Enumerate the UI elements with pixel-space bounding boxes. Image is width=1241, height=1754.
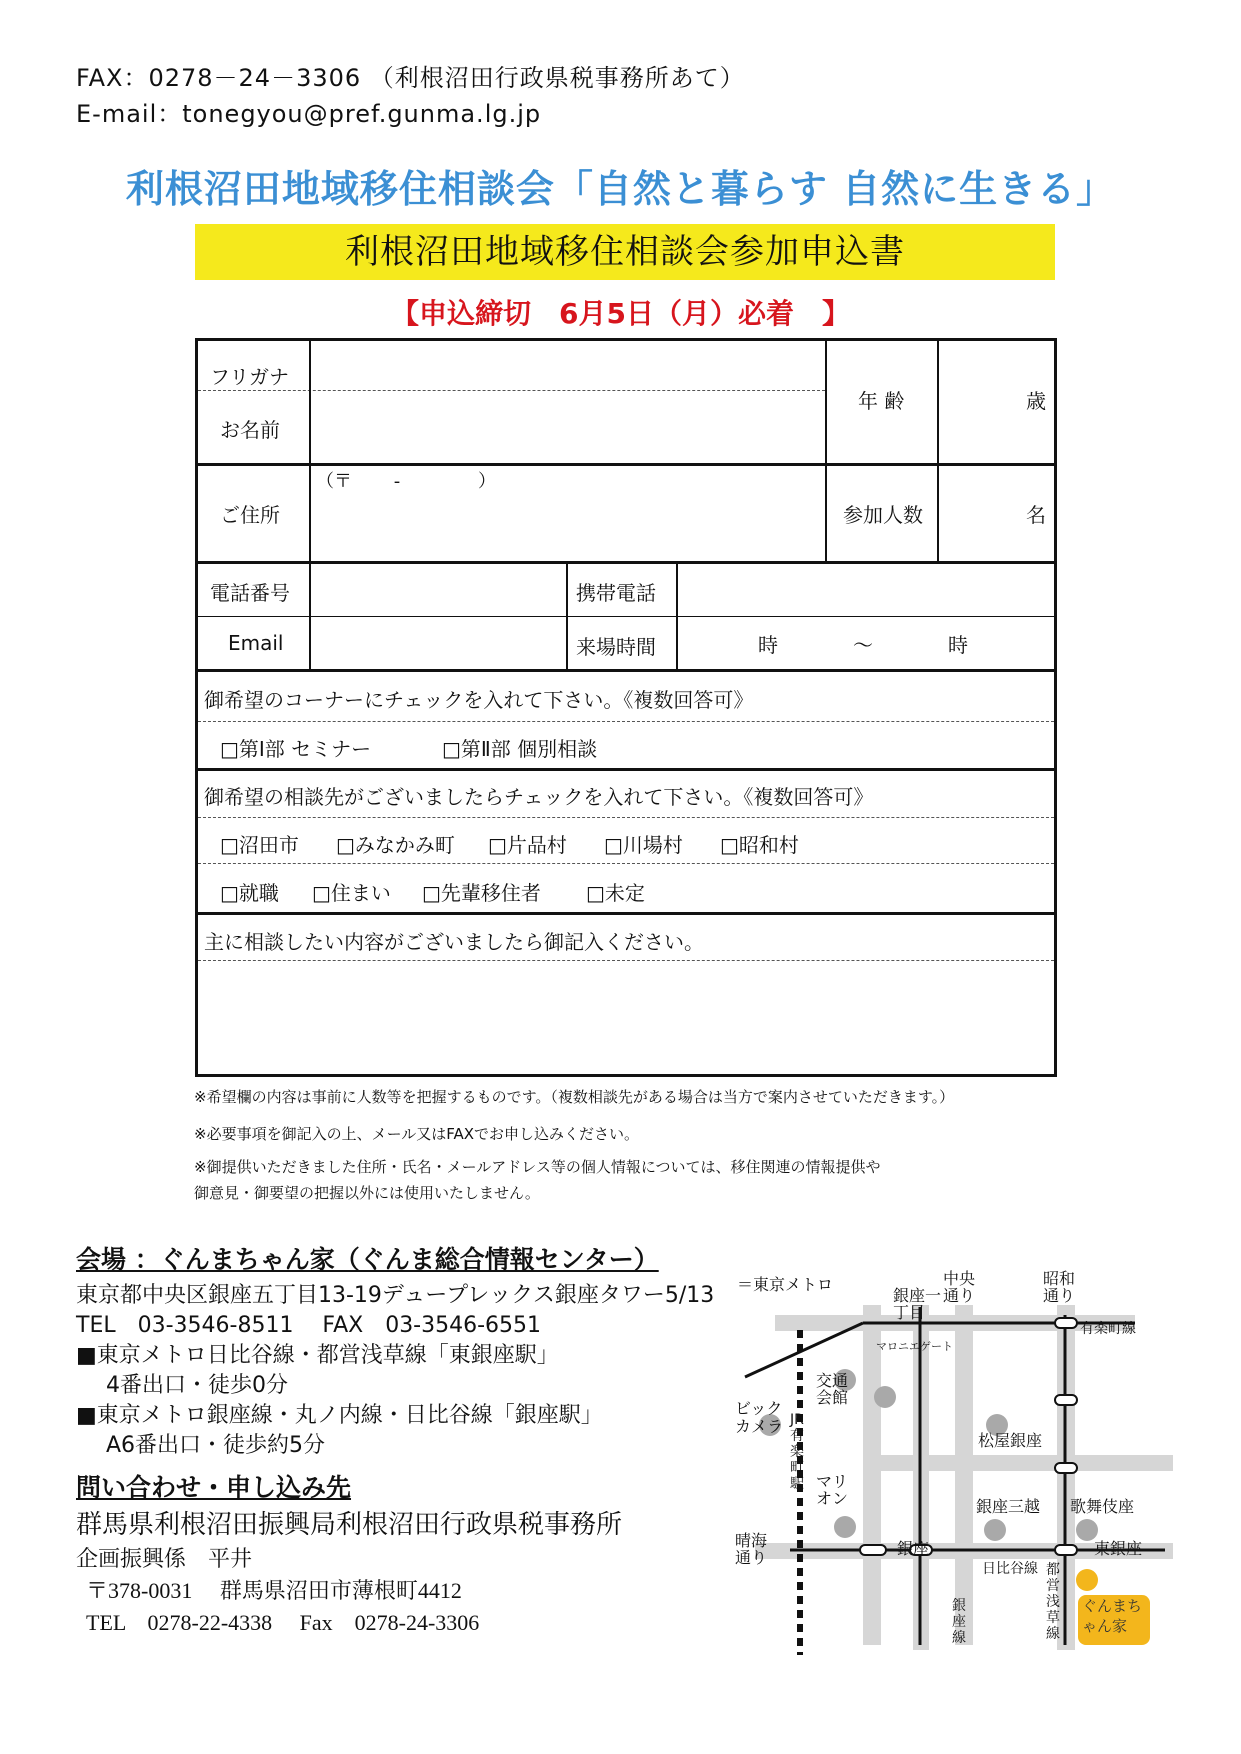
- form-title-banner: 利根沼田地域移住相談会参加申込書: [195, 224, 1055, 280]
- age-label: 年 齢: [858, 389, 905, 413]
- map-label-kotsu: 交通会館: [816, 1371, 849, 1407]
- participants-unit: 名: [1026, 503, 1046, 527]
- consult-option-minakami[interactable]: □みなかみ町: [336, 833, 455, 857]
- gunma-marker: [1076, 1569, 1098, 1591]
- consult-prompt: 御希望の相談先がございましたらチェックを入れて下さい。《複数回答可》: [204, 785, 874, 809]
- map-label-hibiya-line: 日比谷線: [982, 1561, 1038, 1577]
- map-label-jr: JR有楽町駅: [790, 1412, 804, 1492]
- participants-field[interactable]: [943, 491, 1021, 531]
- map-label-kabukiza: 歌舞伎座: [1070, 1497, 1135, 1516]
- email-line: E-mail：tonegyou@pref.gunma.lg.jp: [76, 100, 542, 128]
- map-legend: ＝東京メトロ: [737, 1275, 834, 1294]
- venue-tel-fax: TEL 03-3546-8511 FAX 03-3546-6551: [76, 1313, 542, 1338]
- main-title: 利根沼田地域移住相談会「自然と暮らす 自然に生きる」: [125, 167, 1116, 211]
- deadline: 【申込締切 6月5日（月）必着 】: [391, 297, 850, 330]
- map-label-chuo: 中央通り: [943, 1269, 976, 1305]
- map-label-marronnier: マロニエゲート: [876, 1340, 953, 1353]
- name-label: お名前: [220, 418, 280, 442]
- free-text-field[interactable]: [204, 966, 1044, 1066]
- arrival-hour-to[interactable]: 時: [948, 633, 968, 657]
- venue-access-2: ■東京メトロ銀座線・丸ノ内線・日比谷線「銀座駅」: [76, 1403, 603, 1428]
- venue-address: 東京都中央区銀座五丁目13-19デュープレックス銀座タワー5/13: [76, 1283, 715, 1308]
- map-label-bic: ビックカメラ: [735, 1399, 784, 1436]
- address-field[interactable]: [336, 496, 816, 551]
- age-unit: 歳: [1026, 389, 1046, 413]
- consult-option-numata[interactable]: □沼田市: [220, 833, 299, 857]
- email-label: Email: [228, 631, 284, 655]
- consult-option-kawaba[interactable]: □川場村: [604, 833, 683, 857]
- consult-option-housing[interactable]: □住まい: [312, 881, 391, 905]
- contact-heading: 問い合わせ・申し込み先: [76, 1473, 352, 1502]
- map-label-gunma: ぐんまちゃん家: [1082, 1597, 1143, 1635]
- map-label-higashiginza: 東銀座: [1094, 1539, 1143, 1558]
- furigana-field[interactable]: [336, 349, 816, 385]
- arrival-tilde: ～: [853, 633, 873, 657]
- mobile-label: 携帯電話: [576, 581, 656, 605]
- map-label-harumi: 晴海通り: [735, 1531, 768, 1567]
- phone-label: 電話番号: [210, 581, 290, 605]
- map-label-asakusa-line: 都営浅草線: [1046, 1562, 1060, 1642]
- consult-option-katashina[interactable]: □片品村: [488, 833, 567, 857]
- map-label-yurakucho-line: 有楽町線: [1080, 1321, 1136, 1337]
- phone-field[interactable]: [316, 567, 561, 611]
- mitsukoshi-marker: [984, 1519, 1006, 1541]
- road-v2: [955, 1305, 973, 1645]
- email-field[interactable]: [316, 621, 561, 665]
- note-4: 御意見・御要望の把握以外には使用いたしません。: [194, 1184, 540, 1202]
- consult-option-senior[interactable]: □先輩移住者: [422, 881, 541, 905]
- map-label-showa: 昭和通り: [1043, 1269, 1076, 1305]
- contact-tel-fax: TEL 0278-22-4338 Fax 0278-24-3306: [86, 1610, 480, 1635]
- corner-option-consult[interactable]: □第Ⅱ部 個別相談: [442, 737, 598, 761]
- marronnier-marker: [874, 1386, 896, 1408]
- corner-option-seminar[interactable]: □第Ⅰ部 セミナー: [220, 737, 372, 761]
- venue-access-2b: A6番出口・徒歩約5分: [106, 1433, 326, 1458]
- note-2: ※必要事項を御記入の上、メール又はFAXでお申し込みください。: [194, 1125, 640, 1143]
- map-label-mitsukoshi: 銀座三越: [976, 1497, 1041, 1516]
- venue-access-1: ■東京メトロ日比谷線・都営浅草線「東銀座駅」: [76, 1343, 559, 1368]
- address-label: ご住所: [220, 503, 280, 527]
- marion-marker: [834, 1516, 856, 1538]
- mobile-field[interactable]: [683, 567, 1048, 611]
- corner-prompt: 御希望のコーナーにチェックを入れて下さい。《複数回答可》: [204, 688, 754, 712]
- arrival-hour-from[interactable]: 時: [758, 633, 778, 657]
- application-form: [195, 338, 1057, 1077]
- furigana-label: フリガナ: [210, 365, 289, 389]
- contact-org: 群馬県利根沼田振興局利根沼田行政県税事務所: [76, 1510, 623, 1540]
- map-label-ginza-st: 銀座: [897, 1539, 930, 1558]
- fax-line: FAX：0278－24－3306 （利根沼田行政県税事務所あて）: [76, 64, 745, 92]
- map-label-marion: マリオン: [816, 1472, 849, 1508]
- contact-section: 企画振興係 平井: [76, 1547, 253, 1572]
- note-1: ※希望欄の内容は事前に人数等を把握するものです。（複数相談先がある場合は当方で案内させていただきます。）: [194, 1088, 955, 1106]
- map-label-ginza1: 銀座一丁目: [893, 1286, 942, 1322]
- road-v1: [863, 1305, 881, 1645]
- map-label-matsuya: 松屋銀座: [978, 1431, 1043, 1450]
- road-h2: [863, 1455, 1173, 1471]
- venue-heading: 会場 ：ぐんまちゃん家（ぐんま総合情報センター）: [76, 1245, 659, 1274]
- age-field[interactable]: [943, 381, 1021, 421]
- postal-code-field[interactable]: （〒 - ）: [316, 471, 496, 492]
- consult-option-undecided[interactable]: □未定: [586, 881, 645, 905]
- free-text-prompt: 主に相談したい内容がございましたら御記入ください。: [204, 930, 704, 954]
- consult-option-job[interactable]: □就職: [220, 881, 279, 905]
- contact-postal: 〒378-0031 群馬県沼田市薄根町4412: [86, 1578, 462, 1603]
- map-label-ginza-line: 銀座線: [952, 1598, 966, 1646]
- arrival-label: 来場時間: [576, 635, 656, 659]
- note-3: ※御提供いただきました住所・氏名・メールアドレス等の個人情報については、移住関連の情報提供や: [194, 1158, 881, 1176]
- consult-option-showa[interactable]: □昭和村: [720, 833, 799, 857]
- venue-access-1b: 4番出口・徒歩0分: [106, 1373, 288, 1398]
- name-field[interactable]: [336, 396, 816, 456]
- participants-label: 参加人数: [843, 503, 923, 527]
